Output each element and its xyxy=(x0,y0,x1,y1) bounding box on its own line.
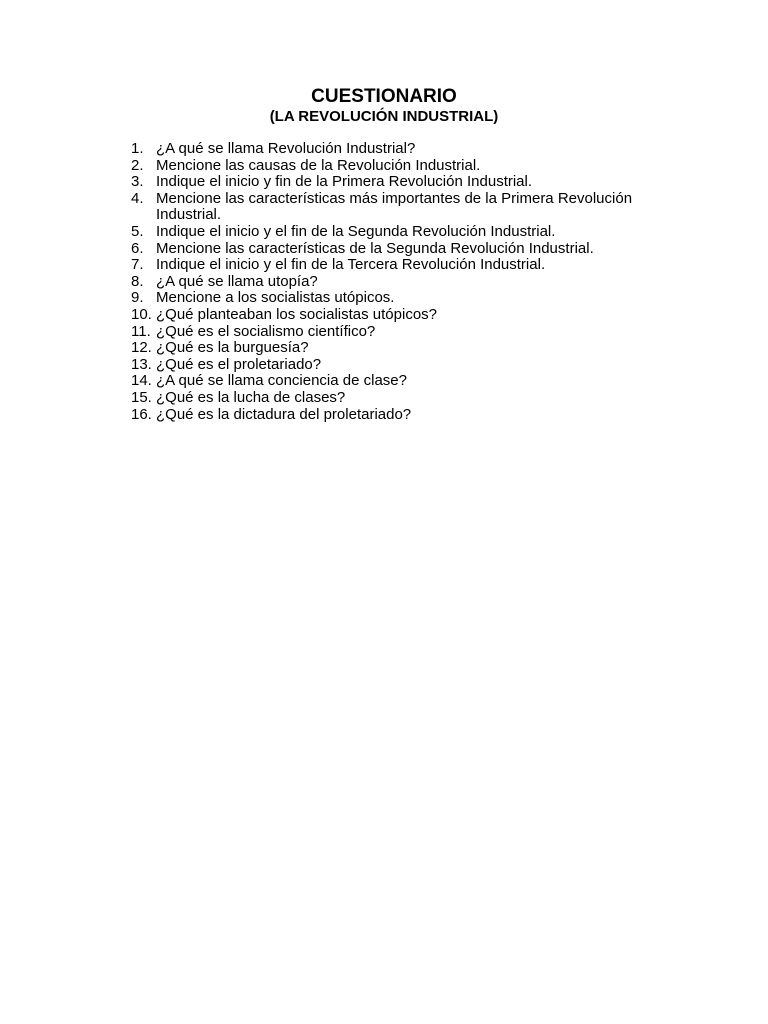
question-item xyxy=(131,290,661,307)
question-number: 14. xyxy=(131,372,152,390)
question-number: 1. xyxy=(131,140,144,157)
document-subtitle: (LA REVOLUCIÓN INDUSTRIAL) xyxy=(269,108,499,125)
question-text: ¿A qué se llama conciencia de clase? xyxy=(156,372,407,390)
question-text: ¿Qué es el proletariado? xyxy=(156,355,322,373)
question-number: 12. xyxy=(131,339,152,357)
question-number: 16. xyxy=(131,405,152,423)
question-item xyxy=(131,158,661,175)
question-text: Indique el inicio y el fin de la Tercera Revolución Industrial. xyxy=(156,256,546,274)
question-item xyxy=(131,407,661,424)
question-item xyxy=(131,373,661,390)
question-text: Mencione las características de la Segunda Revolución Industrial. xyxy=(156,239,594,257)
question-number: 10. xyxy=(131,305,152,323)
question-item xyxy=(131,174,661,191)
question-item xyxy=(131,141,661,158)
question-number: 13. xyxy=(131,355,152,373)
question-text: Mencione las características más importantes de la Primera Revolución Industrial. xyxy=(156,189,633,224)
question-number: 2. xyxy=(131,156,144,174)
question-item xyxy=(131,241,661,258)
question-list xyxy=(131,141,661,423)
question-item xyxy=(131,274,661,291)
question-text: ¿Qué es la burguesía? xyxy=(156,339,309,357)
question-text: ¿Qué planteaban los socialistas utópicos? xyxy=(156,305,438,323)
question-number: 9. xyxy=(131,289,144,307)
question-number: 5. xyxy=(131,222,144,240)
question-item xyxy=(131,257,661,274)
question-text: Indique el inicio y fin de la Primera Revolución Industrial. xyxy=(156,173,533,191)
question-number: 3. xyxy=(131,173,144,191)
question-number: 6. xyxy=(131,239,144,257)
question-item xyxy=(131,307,661,324)
question-text: ¿Qué es la lucha de clases? xyxy=(156,388,346,406)
question-item xyxy=(131,357,661,374)
question-text: Mencione a los socialistas utópicos. xyxy=(156,289,395,307)
question-text: ¿Qué es el socialismo científico? xyxy=(156,322,376,340)
question-text: Indique el inicio y el fin de la Segunda Revolución Industrial. xyxy=(156,222,556,240)
question-text: Mencione las causas de la Revolución Industrial. xyxy=(156,156,481,174)
question-item xyxy=(131,324,661,341)
question-number: 8. xyxy=(131,272,144,290)
question-text: ¿A qué se llama utopía? xyxy=(156,272,318,290)
question-number: 15. xyxy=(131,388,152,406)
question-item xyxy=(131,390,661,407)
question-number: 11. xyxy=(131,322,151,340)
question-item xyxy=(131,224,661,241)
question-number: 4. xyxy=(131,189,144,207)
question-text: ¿Qué es la dictadura del proletariado? xyxy=(156,405,412,423)
question-item xyxy=(131,340,661,357)
question-item xyxy=(131,191,661,224)
question-number: 7. xyxy=(131,256,144,274)
question-text: ¿A qué se llama Revolución Industrial? xyxy=(156,140,416,157)
document-title: CUESTIONARIO xyxy=(311,86,457,107)
